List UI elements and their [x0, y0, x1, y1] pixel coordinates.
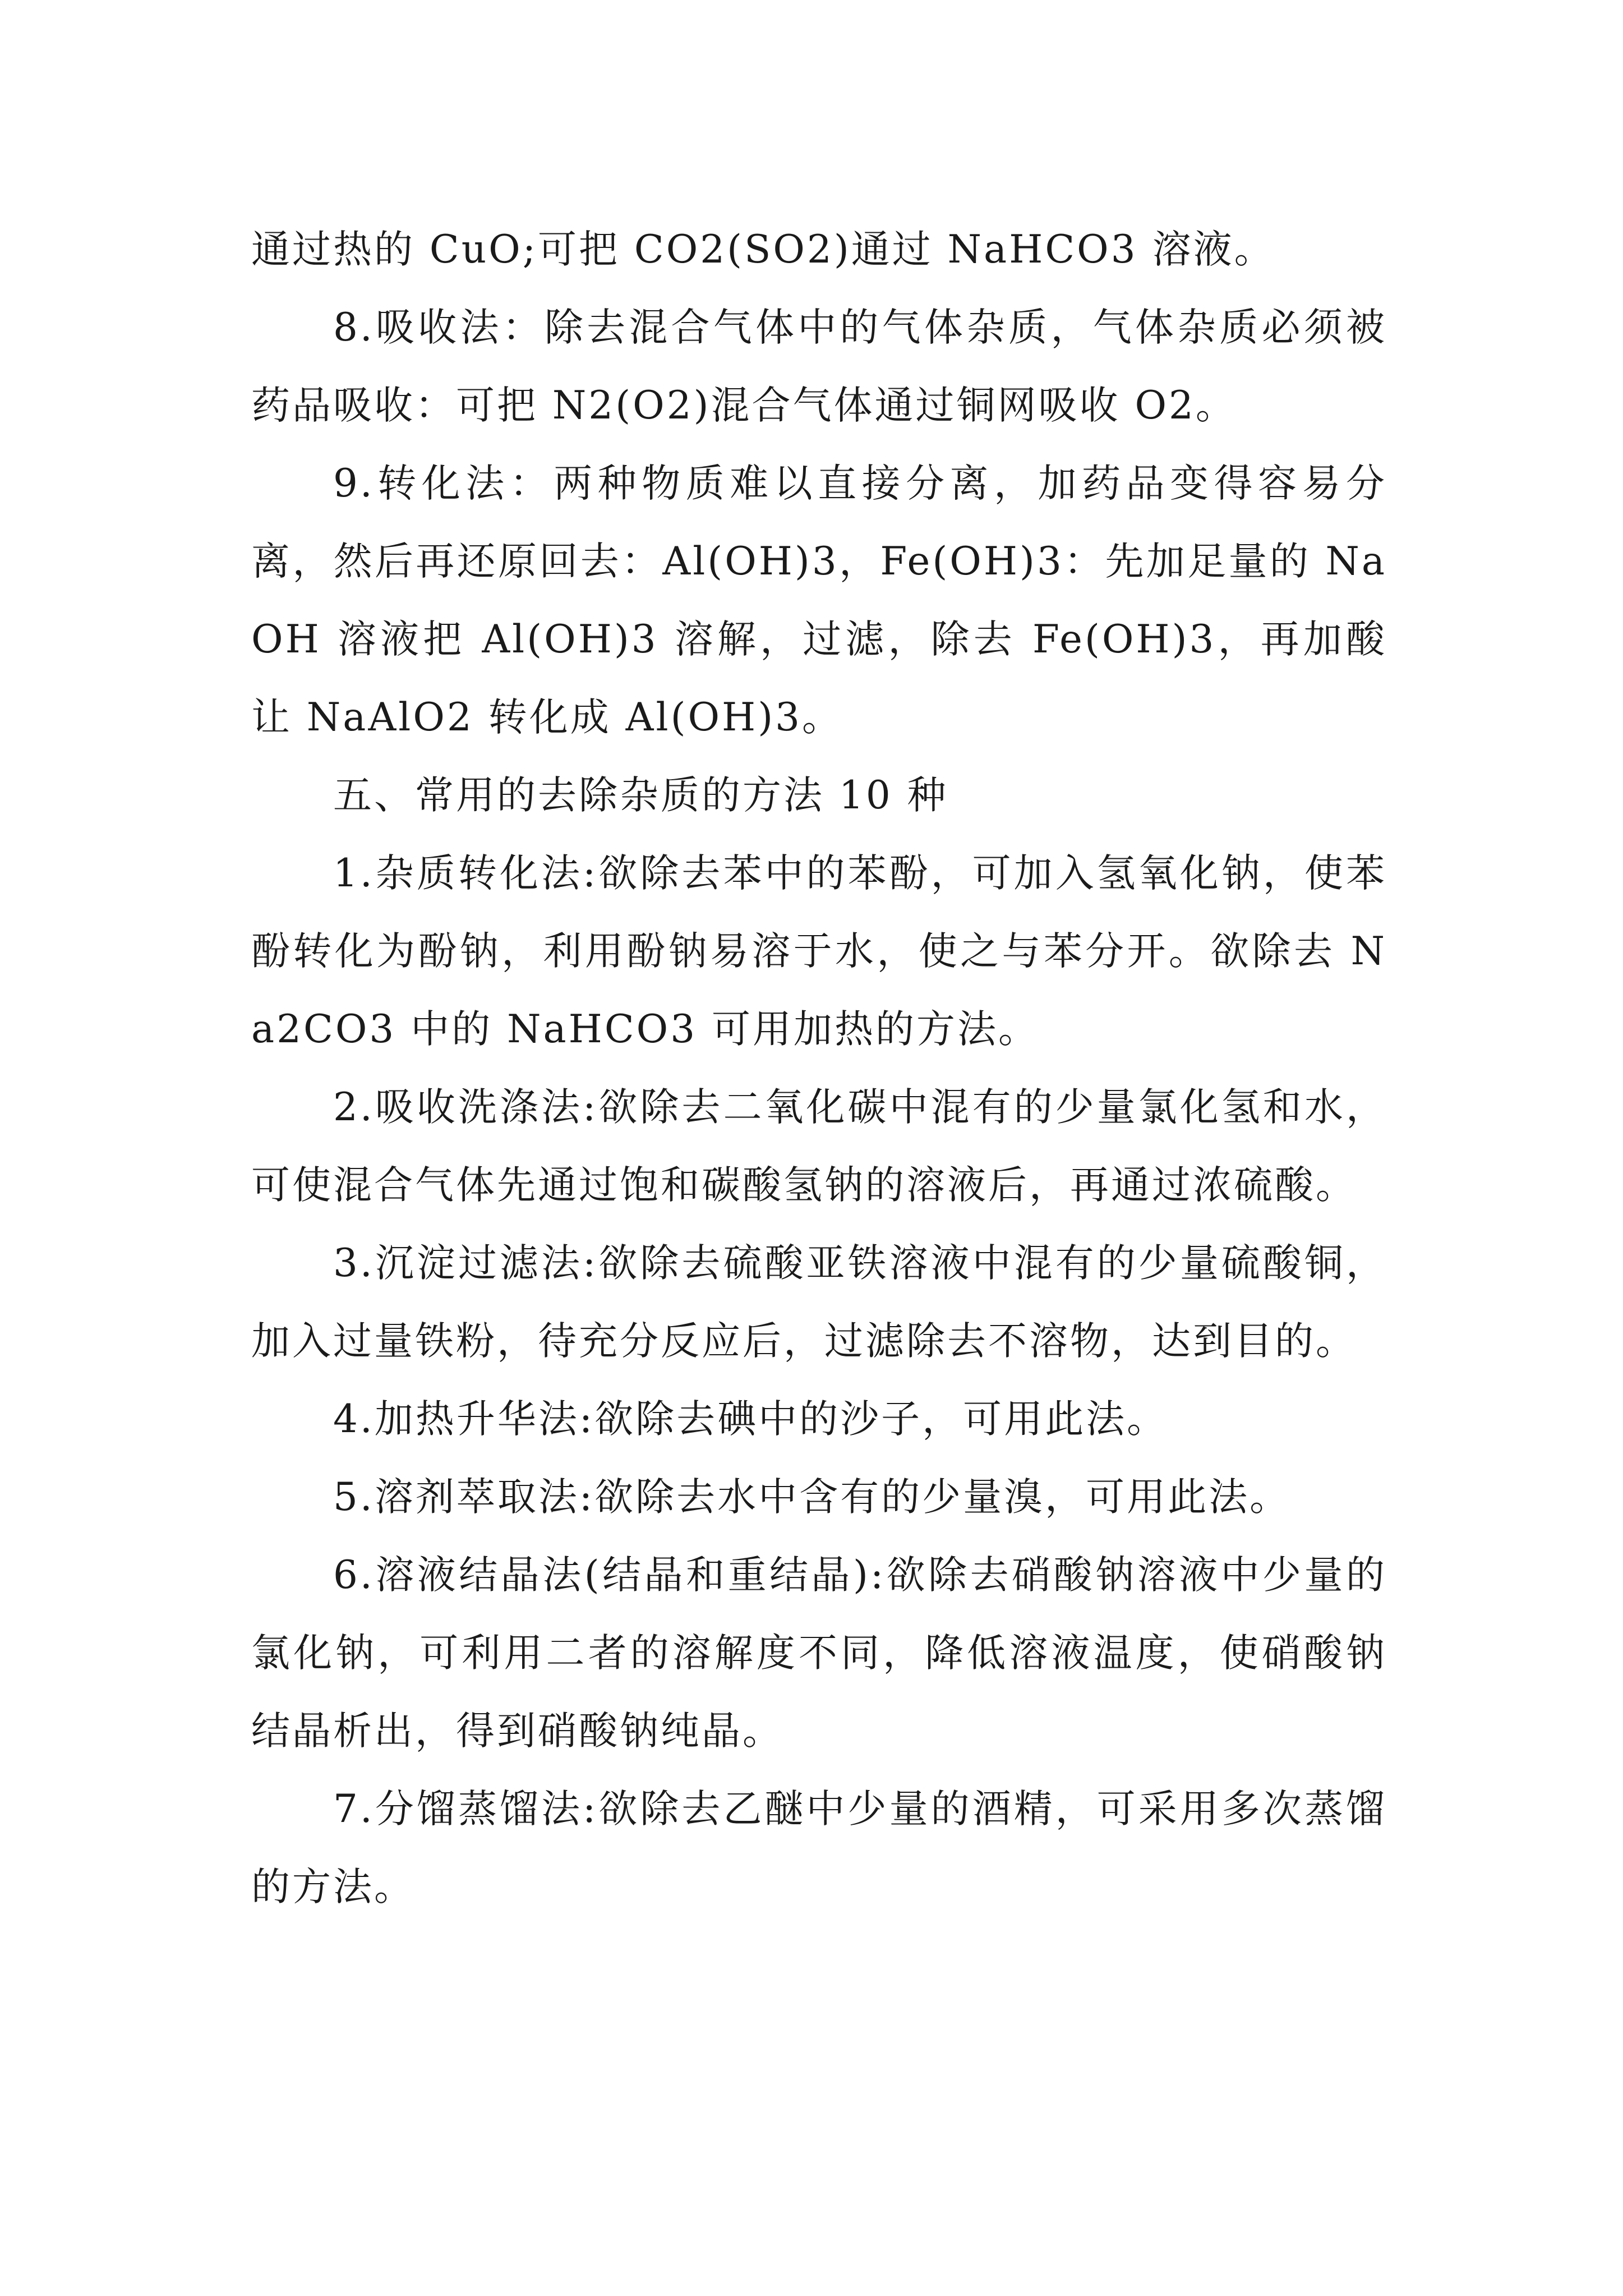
document-body — [251, 211, 1387, 1926]
paragraph-absorption-method: 8.吸收法：除去混合气体中的气体杂质，气体杂质必须被药品吸收：可把 N2(O2)混合气体通过铜网吸收 O2。 — [251, 305, 1387, 428]
paragraph-heating-sublimation: 4.加热升华法:欲除去碘中的沙子，可用此法。 — [333, 1397, 1168, 1442]
section-heading: 五、常用的去除杂质的方法 10 种 — [333, 773, 948, 818]
paragraph-absorption-washing: 2.吸收洗涤法:欲除去二氧化碳中混有的少量氯化氢和水，可使混合气体先通过饱和碳酸氢钠的溶液后，再通过浓硫酸。 — [251, 1085, 1387, 1208]
paragraph-continuation: 通过热的 CuO;可把 CO2(SO2)通过 NaHCO3 溶液。 — [251, 227, 1275, 272]
paragraph-fractional-distillation: 7.分馏蒸馏法:欲除去乙醚中少量的酒精，可采用多次蒸馏的方法。 — [251, 1787, 1387, 1910]
paragraph-precipitation-filtration: 3.沉淀过滤法:欲除去硫酸亚铁溶液中混有的少量硫酸铜，加入过量铁粉，待充分反应后，过滤除去不溶物，达到目的。 — [251, 1241, 1387, 1364]
paragraph-conversion-method: 9.转化法：两种物质难以直接分离，加药品变得容易分离，然后再还原回去：Al(OH)3，Fe(OH)3：先加足量的 NaOH 溶液把 Al(OH)3 溶解，过滤，除去 Fe(OH)3，再加酸让 NaAlO2 转化成 Al(OH)3。 — [251, 461, 1387, 740]
paragraph-crystallization: 6.溶液结晶法(结晶和重结晶):欲除去硝酸钠溶液中少量的氯化钠，可利用二者的溶解度不同，降低溶液温度，使硝酸钠结晶析出，得到硝酸钠纯晶。 — [251, 1553, 1387, 1754]
paragraph-impurity-conversion: 1.杂质转化法:欲除去苯中的苯酚，可加入氢氧化钠，使苯酚转化为酚钠，利用酚钠易溶于水，使之与苯分开。欲除去 Na2CO3 中的 NaHCO3 可用加热的方法。 — [251, 851, 1387, 1052]
paragraph-solvent-extraction: 5.溶剂萃取法:欲除去水中含有的少量溴，可用此法。 — [333, 1475, 1291, 1520]
